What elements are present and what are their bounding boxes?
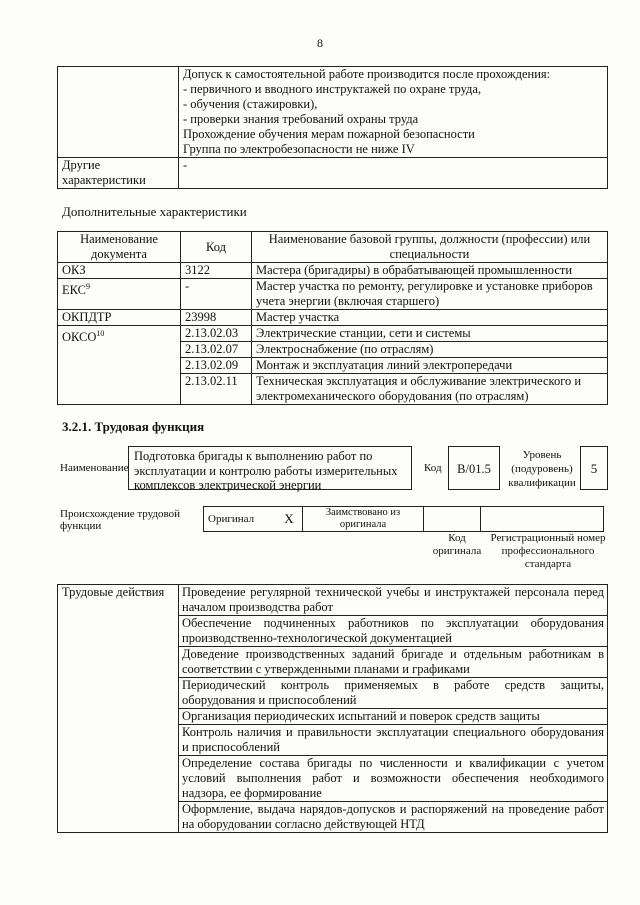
- name-label: Наименование: [60, 462, 129, 474]
- code-original-caption: Код оригинала: [432, 532, 482, 557]
- footnote-ref: 9: [86, 282, 90, 291]
- qualification-level-label: Уровень (подуровень) квалификации: [508, 449, 576, 489]
- labor-actions-table: [57, 584, 608, 833]
- admission-line: - первичного и вводного инструктажей по охране труда,: [183, 82, 482, 96]
- code-cell: -: [181, 279, 252, 310]
- borrowed-label: Заимствовано из оригинала: [303, 507, 424, 532]
- other-label-line: характеристики: [62, 173, 146, 187]
- action-item: Проведение регулярной технической учебы и инструктажей персонала перед началом производства работ: [179, 585, 608, 616]
- code-cell: 2.13.02.07: [181, 342, 252, 358]
- other-characteristics-value: -: [179, 158, 608, 189]
- admission-line: Группа по электробезопасности не ниже IV: [183, 142, 415, 156]
- page-number: 8: [317, 36, 323, 50]
- labor-actions-label: Трудовые действия: [58, 585, 179, 833]
- extra-characteristics-heading: Дополнительные характеристики: [62, 204, 247, 219]
- doc-okso: ОКСО$^{10}$: [58, 326, 181, 405]
- qualification-level-box: 5: [580, 446, 608, 490]
- admission-line: Прохождение обучения мерам пожарной безопасности: [183, 127, 475, 141]
- code-label: Код: [424, 462, 442, 474]
- group-name-cell: Монтаж и эксплуатация линий электропередачи: [252, 358, 608, 374]
- reg-number-cell: [481, 507, 604, 532]
- doc-eks: ЕКС$^9$: [58, 279, 181, 310]
- header-code: Код: [181, 232, 252, 263]
- original-label: Оригинал: [204, 507, 277, 532]
- header-document: Наименование документа: [58, 232, 181, 263]
- group-name-cell: Мастер участка: [252, 310, 608, 326]
- original-mark: X: [276, 507, 303, 532]
- function-code-box: B/01.5: [448, 446, 500, 490]
- admission-table: [57, 66, 608, 189]
- other-label-line: Другие: [62, 158, 101, 172]
- action-item: Оформление, выдача нарядов-допусков и распоряжений на проведение работ на оборудовании согласно действующей НТД: [179, 802, 608, 833]
- code-cell: 23998: [181, 310, 252, 326]
- origin-label: Происхождение трудовой функции: [60, 508, 181, 532]
- empty-cell: [58, 67, 179, 158]
- admission-requirements-cell: [179, 67, 608, 158]
- action-item: Определение состава бригады по численности и квалификации с учетом условий выполнения работ и возможности обеспечения необходимого надзора, ее формирование: [179, 756, 608, 802]
- action-item: Доведение производственных заданий бригаде и отдельным работникам в соответствии с утвержденными планами и графиками: [179, 647, 608, 678]
- code-cell: 2.13.02.11: [181, 374, 252, 405]
- doc-okpdtr: ОКПДТР: [58, 310, 181, 326]
- admission-line: - проверки знания требований охраны труда: [183, 112, 419, 126]
- header-group-name: Наименование базовой группы, должности (профессии) или специальности: [252, 232, 608, 263]
- group-name-cell: Техническая эксплуатация и обслуживание электрического и электромеханического оборудования (по отраслям): [252, 374, 608, 405]
- doc-okz: ОКЗ: [58, 263, 181, 279]
- code-cell: 3122: [181, 263, 252, 279]
- action-item: Контроль наличия и правильности эксплуатации специального оборудования и приспособлений: [179, 725, 608, 756]
- origin-table: [203, 506, 604, 532]
- group-name-cell: Мастера (бригадиры) в обрабатывающей промышленности: [252, 263, 608, 279]
- footnote-ref: 10: [96, 329, 105, 338]
- action-item: Обеспечение подчиненных работников по эксплуатации оборудования производственно-технологической документацией: [179, 616, 608, 647]
- group-name-cell: Мастер участка по ремонту, регулировке и установке приборов учета энергии (включая старшего): [252, 279, 608, 310]
- code-original-cell: [424, 507, 481, 532]
- labor-function-heading: 3.2.1. Трудовая функция: [62, 419, 205, 434]
- admission-line: - обучения (стажировки),: [183, 97, 318, 111]
- action-item: Организация периодических испытаний и поверок средств защиты: [179, 709, 608, 725]
- extra-characteristics-table: [57, 231, 608, 405]
- function-name-box: Подготовка бригады к выполнению работ по эксплуатации и контролю работы измерительных комплексов электрической энергии: [128, 446, 412, 490]
- group-name-cell: Электроснабжение (по отраслям): [252, 342, 608, 358]
- action-item: Периодический контроль применяемых в работе средств защиты, оборудования и приспособлений: [179, 678, 608, 709]
- other-characteristics-label: [58, 158, 179, 189]
- group-name-cell: Электрические станции, сети и системы: [252, 326, 608, 342]
- code-cell: 2.13.02.09: [181, 358, 252, 374]
- admission-line: Допуск к самостоятельной работе производится после прохождения:: [183, 67, 551, 81]
- code-cell: 2.13.02.03: [181, 326, 252, 342]
- reg-number-caption: Регистрационный номер профессионального стандарта: [490, 532, 606, 570]
